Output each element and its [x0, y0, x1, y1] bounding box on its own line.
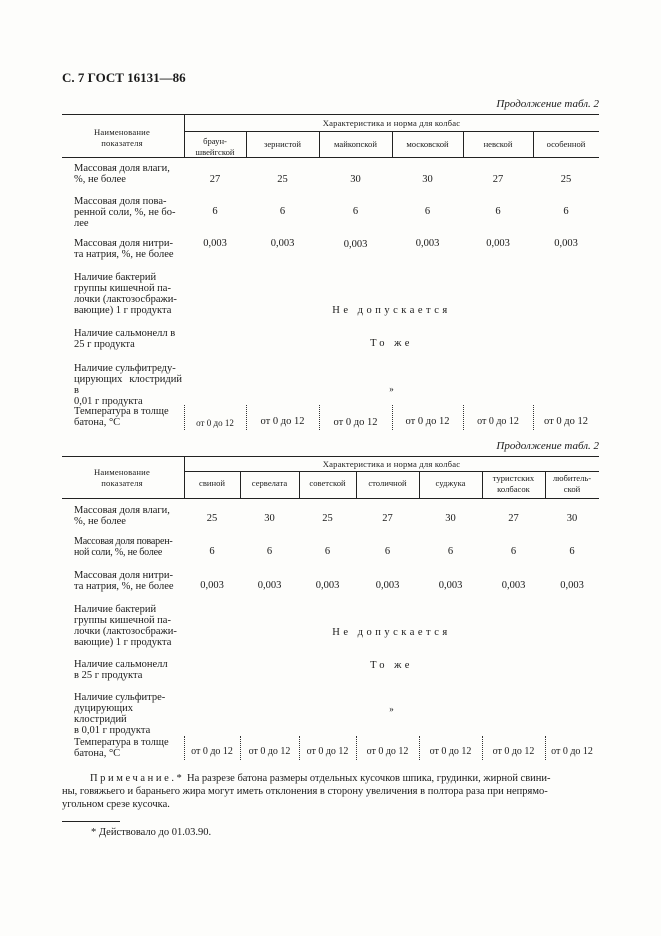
table1-cell: 6 [563, 206, 569, 217]
table2-cell: 6 [447, 546, 454, 557]
table2-cell: 25 [206, 513, 218, 524]
table2-span-same: То же [370, 660, 413, 671]
table2-span-not-allowed: Не допускается [332, 627, 451, 638]
table2-cell: 0,003 [200, 580, 224, 591]
table1-row-label: Температура в толще батона, °С [74, 406, 169, 428]
table1-cell: от 0 до 12 [196, 418, 234, 428]
table2-row-label: Массовая доля нитри- та натрия, %, не более [74, 570, 174, 592]
table2-cell: от 0 до 12 [492, 746, 535, 757]
table-note [62, 772, 599, 811]
table1-cell: 0,003 [343, 239, 368, 250]
table2-col-lyubitelskoy: любитель- ской [552, 473, 592, 494]
table2-cell: 27 [382, 513, 393, 524]
table1-row-label: Наличие сальмонелл в 25 г продукта [74, 328, 176, 350]
table1-top-rule [62, 114, 599, 115]
table2-continuation: Продолжение табл. 2 [496, 440, 599, 452]
table1-row-label: Наличие сульфитреду- цирующих клостридий в 0,01 г продукта [74, 363, 182, 407]
table1-cell: 30 [350, 174, 361, 185]
note-text: На разрезе батона размеры отдельных кусочков шпика, грудинки, жирной свини- [187, 773, 551, 784]
table2-cell: 6 [384, 546, 391, 557]
table1-header-rule [62, 157, 599, 158]
table2-cell: от 0 до 12 [191, 746, 233, 757]
table2-cell: 6 [266, 546, 273, 557]
table1-cell: 0,003 [203, 238, 227, 249]
table2-row-label: Массовая доля влаги, %, не более [74, 505, 170, 527]
table1-cell: 27 [492, 174, 504, 185]
table2-cell: 0,003 [257, 580, 282, 591]
table2-cell: 6 [569, 546, 575, 557]
table2-row-label: Массовая доля поварен- ной соли, %, не более [74, 536, 173, 558]
table2-cell: от 0 до 12 [366, 746, 409, 757]
table1-cell: 6 [424, 206, 431, 217]
table2-cell: 0,003 [375, 580, 400, 591]
table2-cell: 27 [508, 513, 519, 524]
table1-cell: 0,003 [270, 238, 295, 249]
table2-cell: 0,003 [315, 580, 340, 591]
table2-row-label: Наличие сульфитре- дуцирующих клостридий в 0,01 г продукта [74, 692, 166, 736]
table2-cell: 30 [445, 513, 456, 524]
table2-col-svinoy: свиной [199, 478, 225, 488]
table1-cell: от 0 до 12 [260, 416, 305, 427]
table1-cell: от 0 до 12 [333, 417, 378, 428]
table2-row-label: Температура в толще батона, °С [74, 737, 169, 759]
table2-header-rule [62, 498, 599, 499]
table1-col-moskovskoy: московской [406, 139, 449, 149]
table2-cell: 25 [322, 513, 333, 524]
table1-col-nevskoy: невской [483, 139, 513, 149]
note-line: ны, говяжьего и бараньего жира могут иметь отклонения в сторону увеличения в полтора раза при непрямо- [62, 786, 548, 797]
table1-cell: 25 [560, 174, 572, 185]
table1-col-zernistoy: зернистой [263, 139, 302, 149]
table2-span-ditto: » [389, 704, 394, 714]
table1-cell: от 0 до 12 [477, 416, 519, 427]
table2-top-rule [62, 456, 599, 457]
table2-cell: от 0 до 12 [551, 746, 593, 757]
table1-cell: 6 [279, 206, 286, 217]
note-line: угольном срезе кусочка. [62, 799, 170, 810]
table1-row-label: Массовая доля влаги, %, не более [74, 163, 170, 185]
page-header: С. 7 ГОСТ 16131—86 [62, 70, 186, 85]
table2-row-label: Наличие бактерий группы кишечной па- лочки (лактозосбражи- вающие) 1 г продукта [74, 604, 177, 648]
table2-cell: 30 [264, 513, 275, 524]
footnote: * Действовало до 01.03.90. [91, 827, 212, 838]
table2-cell: 6 [510, 546, 517, 557]
table1-span-same: То же [370, 338, 413, 349]
table2-col-sudzhuka: суджука [435, 478, 466, 488]
table2-col-servelata: сервелата [251, 478, 288, 488]
table2-row-label: Наличие сальмонелл в 25 г продукта [74, 659, 168, 681]
table1-continuation: Продолжение табл. 2 [496, 98, 599, 110]
table2-cell: 30 [566, 513, 578, 524]
table1-row-label: Массовая доля нитри- та натрия, %, не более [74, 238, 174, 260]
table2-group-header: Характеристика и норма для колбас [322, 459, 461, 469]
table2-group-rule [184, 471, 599, 472]
table1-cell: 27 [209, 174, 221, 185]
table2-indicator-header: Наименование показателя [94, 467, 150, 488]
footnote-rule [62, 821, 120, 822]
table1-cell: 0,003 [554, 238, 578, 249]
table1-cell: 6 [495, 206, 501, 217]
table1-span-ditto: » [389, 384, 394, 394]
table1-cell: 6 [212, 206, 218, 217]
table2-cell: 0,003 [501, 580, 526, 591]
table1-cell: 6 [352, 206, 359, 217]
table1-row-label: Наличие бактерий группы кишечной па- лочки (лактозосбражи- вающие) 1 г продукта [74, 272, 177, 316]
table2-cell: 6 [324, 546, 331, 557]
table1-col-maykopskoy: майкопской [334, 139, 377, 149]
table2-cell: 0,003 [560, 580, 584, 591]
table1-cell: от 0 до 12 [544, 416, 588, 427]
table1-row-label: Массовая доля пова- ренной соли, %, не бо- лее [74, 196, 176, 229]
table1-col-braunschweig: браун- швейгской [195, 136, 235, 157]
table1-cell: 0,003 [486, 238, 510, 249]
table1-col-osobennoy: особенной [546, 139, 586, 149]
table1-cell: 25 [277, 174, 288, 185]
table1-span-not-allowed: Не допускается [332, 305, 451, 316]
table2-cell: 0,003 [438, 580, 463, 591]
table2-cell: от 0 до 12 [248, 746, 291, 757]
table1-cell: от 0 до 12 [405, 416, 450, 427]
table1-group-header: Характеристика и норма для колбас [322, 118, 461, 128]
table2-col-sovetskoy: советской [309, 478, 346, 488]
note-heading: Примечание.* [90, 773, 185, 784]
table2-cell: от 0 до 12 [429, 746, 472, 757]
table2-col-turistskih: туристских колбасок [492, 473, 535, 494]
table2-cell: 6 [209, 546, 215, 557]
table1-indicator-header: Наименование показателя [94, 127, 150, 148]
table1-cell: 30 [422, 174, 433, 185]
table1-cell: 0,003 [415, 238, 440, 249]
table2-cell: от 0 до 12 [306, 746, 349, 757]
table2-col-stolichnoy: столичной [368, 478, 407, 488]
